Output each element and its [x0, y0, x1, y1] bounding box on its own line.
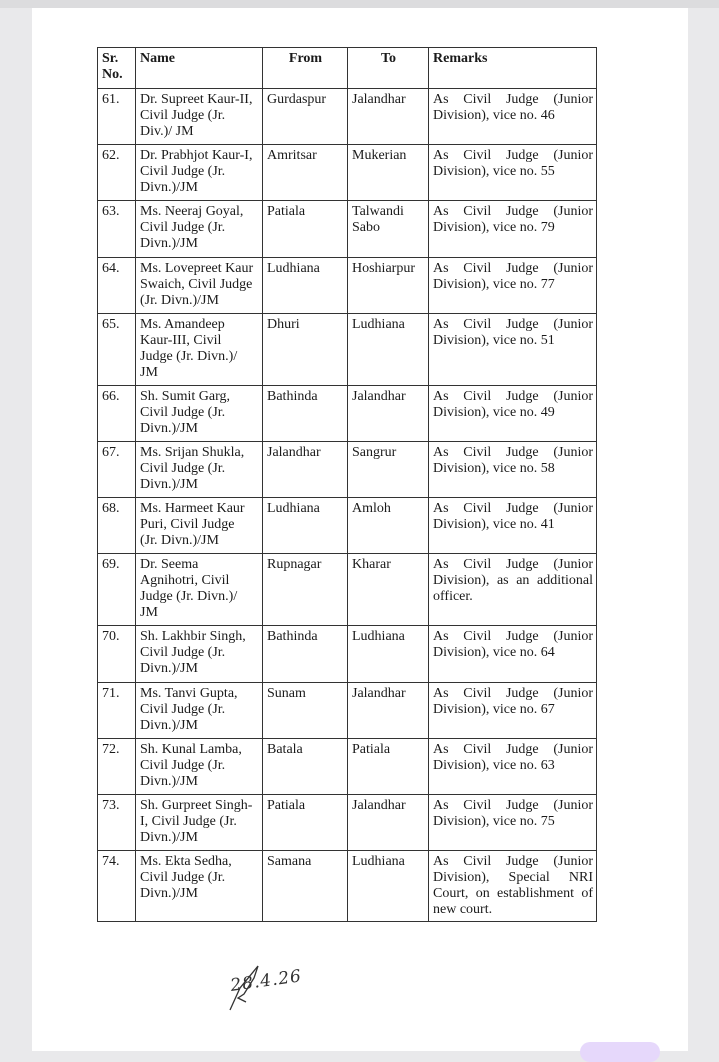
cell-name: Sh. Gurpreet Singh- I, Civil Judge (Jr. Divn.)/JM	[136, 795, 263, 851]
cell-remarks: As Civil Judge (Junior Division), vice no. 67	[429, 683, 597, 739]
cell-sr-no: 73.	[98, 795, 136, 851]
cell-from: Amritsar	[263, 145, 348, 201]
cell-to: Ludhiana	[348, 314, 429, 386]
table-row	[98, 795, 597, 851]
cell-from: Bathinda	[263, 626, 348, 683]
table-row	[98, 442, 597, 498]
cell-sr-no: 67.	[98, 442, 136, 498]
cell-sr-no: 72.	[98, 739, 136, 795]
cell-name: Ms. Tanvi Gupta, Civil Judge (Jr. Divn.)/JM	[136, 683, 263, 739]
cell-to: Mukerian	[348, 145, 429, 201]
header-sr-no: Sr. No.	[98, 48, 136, 89]
cell-sr-no: 66.	[98, 386, 136, 442]
cell-from: Ludhiana	[263, 258, 348, 314]
floating-button[interactable]	[580, 1042, 660, 1062]
cell-from: Dhuri	[263, 314, 348, 386]
table-row	[98, 145, 597, 201]
cell-remarks: As Civil Judge (Junior Division), vice no. 51	[429, 314, 597, 386]
table-row	[98, 851, 597, 922]
cell-name: Dr. Supreet Kaur-II, Civil Judge (Jr. Div.)/ JM	[136, 89, 263, 145]
cell-to: Sangrur	[348, 442, 429, 498]
cell-to: Jalandhar	[348, 795, 429, 851]
cell-name: Ms. Neeraj Goyal, Civil Judge (Jr. Divn.)/JM	[136, 201, 263, 258]
cell-sr-no: 63.	[98, 201, 136, 258]
cell-to: Patiala	[348, 739, 429, 795]
cell-to: Jalandhar	[348, 89, 429, 145]
cell-name: Ms. Srijan Shukla, Civil Judge (Jr. Divn.)/JM	[136, 442, 263, 498]
table-row	[98, 89, 597, 145]
cell-sr-no: 70.	[98, 626, 136, 683]
table-row	[98, 554, 597, 626]
cell-from: Samana	[263, 851, 348, 922]
cell-name: Ms. Lovepreet Kaur Swaich, Civil Judge (Jr. Divn.)/JM	[136, 258, 263, 314]
cell-remarks: As Civil Judge (Junior Division), vice no. 75	[429, 795, 597, 851]
cell-to: Talwandi Sabo	[348, 201, 429, 258]
cell-from: Batala	[263, 739, 348, 795]
cell-name: Sh. Kunal Lamba, Civil Judge (Jr. Divn.)/JM	[136, 739, 263, 795]
cell-sr-no: 64.	[98, 258, 136, 314]
cell-name: Ms. Harmeet Kaur Puri, Civil Judge (Jr. Divn.)/JM	[136, 498, 263, 554]
signature-date: 28.4.26	[229, 966, 304, 996]
cell-from: Sunam	[263, 683, 348, 739]
cell-name: Dr. Prabhjot Kaur-I, Civil Judge (Jr. Divn.)/JM	[136, 145, 263, 201]
cell-to: Ludhiana	[348, 626, 429, 683]
cell-to: Ludhiana	[348, 851, 429, 922]
cell-sr-no: 61.	[98, 89, 136, 145]
cell-from: Bathinda	[263, 386, 348, 442]
cell-remarks: As Civil Judge (Junior Division), vice no. 55	[429, 145, 597, 201]
cell-to: Kharar	[348, 554, 429, 626]
table-row	[98, 683, 597, 739]
cell-from: Jalandhar	[263, 442, 348, 498]
cell-name: Sh. Lakhbir Singh, Civil Judge (Jr. Divn.)/JM	[136, 626, 263, 683]
table-row	[98, 498, 597, 554]
cell-to: Jalandhar	[348, 386, 429, 442]
cell-name: Dr. Seema Agnihotri, Civil Judge (Jr. Divn.)/ JM	[136, 554, 263, 626]
table-row	[98, 258, 597, 314]
cell-remarks: As Civil Judge (Junior Division), Special NRI Court, on establishment of new court.	[429, 851, 597, 922]
table-row	[98, 386, 597, 442]
header-remarks: Remarks	[429, 48, 597, 89]
cell-remarks: As Civil Judge (Junior Division), vice no. 79	[429, 201, 597, 258]
header-to: To	[348, 48, 429, 89]
cell-name: Ms. Amandeep Kaur-III, Civil Judge (Jr. Divn.)/ JM	[136, 314, 263, 386]
cell-remarks: As Civil Judge (Junior Division), vice no. 63	[429, 739, 597, 795]
cell-name: Ms. Ekta Sedha, Civil Judge (Jr. Divn.)/JM	[136, 851, 263, 922]
transfer-table	[97, 47, 597, 922]
cell-remarks: As Civil Judge (Junior Division), vice no. 41	[429, 498, 597, 554]
cell-sr-no: 62.	[98, 145, 136, 201]
cell-remarks: As Civil Judge (Junior Division), vice no. 64	[429, 626, 597, 683]
cell-to: Jalandhar	[348, 683, 429, 739]
table-header	[98, 48, 597, 89]
cell-remarks: As Civil Judge (Junior Division), vice no. 58	[429, 442, 597, 498]
header-from: From	[263, 48, 348, 89]
table-row	[98, 739, 597, 795]
cell-to: Amloh	[348, 498, 429, 554]
cell-from: Rupnagar	[263, 554, 348, 626]
table-row	[98, 314, 597, 386]
document-page	[32, 8, 688, 1051]
cell-from: Patiala	[263, 795, 348, 851]
cell-to: Hoshiarpur	[348, 258, 429, 314]
table-row	[98, 626, 597, 683]
header-name: Name	[136, 48, 263, 89]
cell-from: Gurdaspur	[263, 89, 348, 145]
table-row	[98, 201, 597, 258]
cell-from: Ludhiana	[263, 498, 348, 554]
cell-sr-no: 69.	[98, 554, 136, 626]
cell-name: Sh. Sumit Garg, Civil Judge (Jr. Divn.)/JM	[136, 386, 263, 442]
cell-sr-no: 74.	[98, 851, 136, 922]
cell-remarks: As Civil Judge (Junior Division), vice no. 49	[429, 386, 597, 442]
cell-remarks: As Civil Judge (Junior Division), vice no. 77	[429, 258, 597, 314]
top-bar	[0, 0, 719, 8]
cell-from: Patiala	[263, 201, 348, 258]
cell-sr-no: 68.	[98, 498, 136, 554]
cell-sr-no: 71.	[98, 683, 136, 739]
cell-sr-no: 65.	[98, 314, 136, 386]
cell-remarks: As Civil Judge (Junior Division), vice no. 46	[429, 89, 597, 145]
cell-remarks: As Civil Judge (Junior Division), as an additional officer.	[429, 554, 597, 626]
